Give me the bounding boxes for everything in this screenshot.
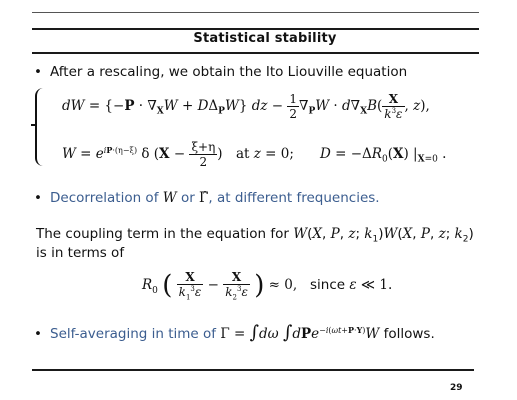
bottom-rule	[32, 369, 474, 371]
approx-equation: $R_0$ ( $\frac{X}{k_1^3\varepsilon}$ − $\frac{X}{k_2^3\varepsilon}$ ) ≈ 0, since ε ≪ 1.	[142, 270, 393, 302]
top-rule	[32, 12, 479, 13]
bullet-3-formula: Γ = ∫dω ∫dPe$^{-i(\omega t+P\cdot Y)}$W	[220, 322, 380, 343]
bullet-dot: •	[34, 64, 42, 80]
equation-2-at: at z = 0;	[236, 146, 294, 162]
title-top-rule	[32, 28, 479, 30]
bullet-3-suffix: follows.	[383, 326, 435, 342]
bullet-2	[34, 190, 380, 206]
bullet-2-prefix: Decorrelation of	[50, 190, 159, 206]
bullet-dot: •	[34, 190, 42, 206]
equation-2: $W = e^{iP\cdot(\eta-\xi)}$ δ (X − $\frac{\xi+\eta}{2}$ )	[62, 140, 223, 169]
equation-brace	[35, 88, 47, 166]
equation-1: dW = $\{-P \cdot \nabla_XW + D\Delta_PW\}$ dz − $\frac{1}{2}$ $\nabla_PW \cdot d\nabla_XB$( $\frac{X}{k^3\varepsilon}$ , z),	[62, 92, 430, 121]
bullet-3-prefix: Self-averaging in time of	[50, 326, 217, 342]
page-number: 29	[450, 383, 463, 393]
bullet-1-text: After a rescaling, we obtain the Ito Liouville equation	[50, 64, 408, 80]
coupling-line-1: The coupling term in the equation for W(X, P, z; $k_1)W(X$, P, z; $k_2$)	[36, 226, 474, 245]
bullet-1	[34, 64, 407, 80]
bullet-2-gamma: Γ̂	[199, 190, 209, 206]
bullet-2-w: W	[162, 190, 177, 206]
bullet-3	[34, 322, 435, 343]
bullet-dot: •	[34, 326, 42, 342]
coupling-line-2: is in terms of	[36, 245, 125, 261]
bullet-2-suffix: , at different frequencies.	[208, 190, 380, 206]
title-bottom-rule	[32, 52, 479, 54]
bullet-2-or: or	[180, 190, 195, 206]
equation-2-d: $D = -\Delta R_0(X)$ $|_{X=0}$ .	[320, 146, 447, 165]
slide-title: Statistical stability	[193, 31, 337, 46]
